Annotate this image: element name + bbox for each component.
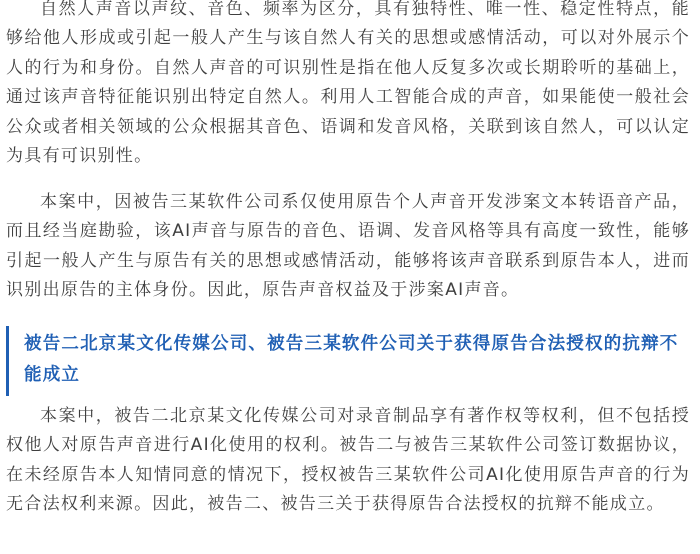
paragraph-authorization-defense: 本案中，被告二北京某文化传媒公司对录音制品享有著作权等权利，但不包括授权他人对原告声音进行AI化使用的权利。被告二与被告三某软件公司签订数据协议，在未经原告本人知情同意的情况下，授权被告三某软件公司AI化使用原告声音的行为无合法权利来源。因此，被告二、被告三关于获得原告合法授权的抗辩不能成立。 [6, 406, 690, 515]
section-heading-block [6, 326, 690, 396]
section-heading: 被告二北京某文化传媒公司、被告三某软件公司关于获得原告合法授权的抗辩不能成立 [24, 334, 679, 385]
paragraph-voice-identifiability: 自然人声音以声纹、音色、频率为区分，具有独特性、唯一性、稳定性特点，能够给他人形成或引起一般人产生与该自然人有关的思想或感情活动，可以对外展示个人的行为和身份。自然人声音的可识别性是指在他人反复多次或长期聆听的基础上，通过该声音特征能识别出特定自然人。利用人工智能合成的声音，如果能使一般社会公众或者相关领域的公众根据其音色、语调和发音风格，关联到该自然人，可以认定为具有可识别性。 [6, 0, 690, 167]
paragraph-case-analysis: 本案中，因被告三某软件公司系仅使用原告个人声音开发涉案文本转语音产品，而且经当庭勘验，该AI声音与原告的音色、语调、发音风格等具有高度一致性，能够引起一般人产生与原告有关的思想或感情活动，能够将该声音联系到原告本人，进而识别出原告的主体身份。因此，原告声音权益及于涉案AI声音。 [6, 192, 690, 301]
